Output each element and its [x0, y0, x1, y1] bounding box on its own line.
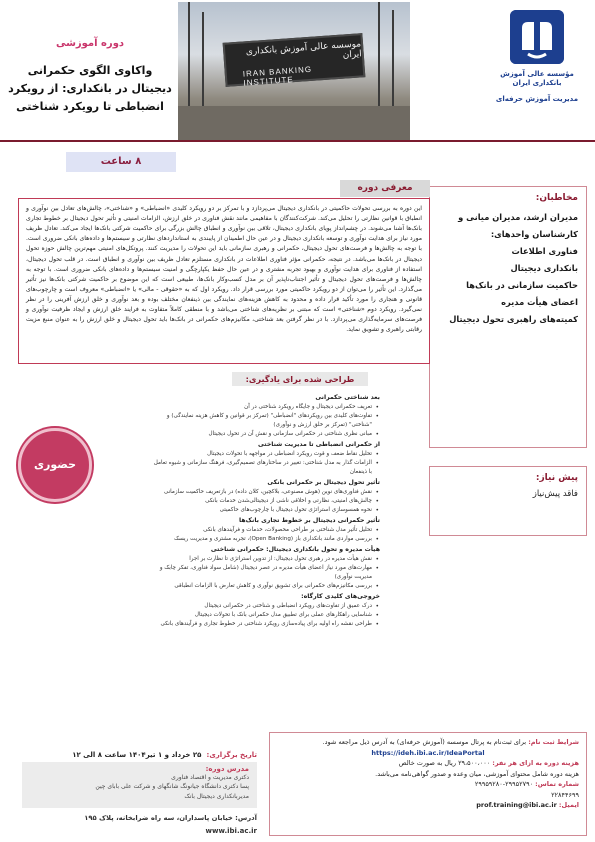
date-value: ۲۵ خرداد و ۱ تیر۱۴۰۴ ساعت ۸ الی ۱۲: [72, 751, 202, 759]
photo-institute-sign: [223, 33, 366, 87]
audience-line: کمیته‌های راهبری تحول دیجیتال: [449, 314, 578, 324]
prerequisite-value: فاقد پیش‌نیاز: [532, 489, 578, 499]
topic-item: • طراحی نقشه راه اولیه برای پیاده‌سازی رویکرد شناختی در خطوط تجاری و فرآیندهای بانکی: [150, 620, 380, 629]
topic-item: • نقش فناوری‌های نوین (هوش مصنوعی، بلاکچین، کلان داده) در بازتعریف حاکمیت سازمانی: [150, 488, 380, 497]
institute-address: آدرس: خیابان پاسداران، سه راه ضرابخانه، پلاک ۱۹۵: [84, 814, 257, 822]
topic-item: • شناسایی راهکارهای عملی برای تطبیق مدل حکمرانی بانک با تحولات دیجیتال: [150, 611, 380, 620]
topic-item: • درک عمیق از تفاوت‌های رویکرد انضباطی و شناختی در حکمرانی دیجیتال: [150, 602, 380, 611]
topic-item: • چالش‌های امنیتی، نظارتی و اخلاقی ناشی از دیجیتالی‌شدن خدمات بانکی: [150, 497, 380, 506]
audience-title: مخاطبان:: [535, 193, 578, 203]
photo-tree: [188, 2, 190, 112]
logo-text-institute: مؤسسه عالی آموزش بانکداری ایران: [500, 70, 574, 88]
prerequisite-box: [429, 466, 587, 536]
topics-title: طراحی شده برای یادگیری:: [232, 372, 368, 386]
registration-conditions: [277, 737, 579, 748]
topic-item: • بررسی مواردی مانند بانکداری باز (Open Banking)، تجربه مشتری و مدیریت ریسک: [150, 535, 380, 544]
teacher-credential: پسا دکتری دانشگاه جیانونگ شانگهای و شرکت علی بابای چین: [95, 783, 249, 791]
email-label: ایمیل:: [558, 801, 579, 810]
topic-item: • نحوه همسوسازی استراتژی تحول دیجیتال با چارچوب‌های حاکمیتی: [150, 506, 380, 515]
audience-line: اعضای هیأت مدیره: [501, 297, 578, 307]
phone-row: [277, 779, 579, 790]
teacher-title: مدرس دوره:: [205, 765, 249, 773]
topic-heading: تأثیر حکمرانی دیجیتال بر خطوط تجاری بانک‌ها: [239, 517, 380, 525]
topic-heading: خروجی‌های کلیدی کارگاه:: [301, 593, 380, 601]
course-type-label: دوره آموزشی: [55, 38, 125, 49]
portal-link-row: [277, 748, 579, 759]
topic-item: • الزامات گذار به مدل شناختی: تغییر در ساختارهای تصمیم‌گیری، فرهنگ سازمانی و شیوه تعامل با ذینفعان: [150, 459, 380, 477]
institute-logo-icon: [510, 10, 564, 64]
audience-line: فناوری اطلاعات: [511, 246, 578, 256]
topic-item: • بررسی مکانیزم‌های حکمرانی برای تشویق نوآوری و کاهش تعارض با الزامات انطباقی: [150, 582, 380, 591]
institute-building-photo: [178, 2, 410, 140]
audience-line: بانکداری دیجیتال: [510, 263, 578, 273]
website-link[interactable]: www.ibi.ac.ir: [205, 827, 257, 835]
fee-label: هزینه دوره به ازای هر نفر:: [492, 759, 579, 768]
audience-box: [429, 186, 587, 448]
course-title: واکاوی الگوی حکمرانی دیجیتال در بانکداری: از رویکرد انضباطی تا رویکرد شناختی: [8, 64, 172, 114]
teacher-box: [22, 762, 257, 808]
topic-heading: هیأت مدیره و تحول بانکداری دیجیتال: حکمرانی شناختی: [210, 546, 380, 554]
fee-value: ۲۹،۵۰۰،۰۰۰ ریال به صورت خالص: [398, 759, 491, 768]
fee-note: هزینه دوره شامل محتوای آموزشی، میان وعده و صدور گواهی‌نامه می‌باشد.: [375, 769, 579, 778]
topic-item: • تحلیل نقاط ضعف و قوت رویکرد انضباطی در مواجهه با تحولات دیجیتال: [150, 450, 380, 459]
course-hours-badge: ۸ ساعت: [66, 152, 176, 172]
email-link[interactable]: prof.training@ibi.ac.ir: [476, 801, 557, 810]
course-date: [22, 742, 257, 759]
topic-item: • مبانی نظری شناختی در حکمرانی سازمانی و نقش آن در تحول دیجیتال: [150, 430, 380, 439]
topic-heading: تأثیر تحول دیجیتال بر حکمرانی بانکی: [267, 479, 380, 487]
topic-item: • نقش هیأت مدیره در رهبری تحول دیجیتال: از تدوین استراتژی تا نظارت بر اجرا: [150, 555, 380, 564]
email-row: [277, 800, 579, 811]
registration-box: [269, 732, 587, 836]
photo-tree: [392, 10, 394, 110]
audience-line: مدیران ارشد، مدیران میانی و: [458, 212, 578, 222]
topic-item: • تعریف حکمرانی دیجیتال و جایگاه رویکرد شناختی در آن: [150, 403, 380, 412]
logo-text-department: مدیریت آموزش حرفه‌ای: [495, 94, 579, 103]
registration-text: برای ثبت‌نام به پرتال موسسه (آموزش حرفه‌ای) به آدرس ذیل مراجعه شود.: [322, 738, 527, 746]
header-divider: [0, 140, 595, 142]
portal-link[interactable]: https://ideh.ibi.ac.ir/IdeaPortal: [371, 748, 485, 757]
topic-item: • تفاوت‌های کلیدی بین رویکردهای "انضباطی" (تمرکز بر قوانین و کاهش هزینه نمایندگی) و "شناختی" (تمرکز بر خلق ارزش و نوآوری): [150, 412, 380, 430]
topic-item: • مهارت‌های مورد نیاز اعضای هیأت مدیره در عصر دیجیتال (شامل سواد فناوری، تفکر چابک و مدیریت نوآوری): [150, 564, 380, 582]
photo-sign-script: موسسه عالی آموزش بانکداری ایران: [245, 39, 363, 61]
topic-heading: از حکمرانی انضباطی تا مدیریت شناختی: [258, 441, 380, 449]
phone-label: شماره تماس:: [535, 780, 579, 789]
photo-tree: [202, 12, 204, 112]
topic-heading: بعد شناختی حکمرانی: [315, 394, 380, 401]
registration-label: شرایط ثبت نام:: [528, 738, 579, 746]
teacher-credential: دکتری مدیریت و اقتصاد فناوری: [171, 774, 249, 781]
topics-list: [150, 392, 380, 732]
photo-sign-latin: IRAN BANKING INSTITUTE: [242, 64, 313, 88]
course-mode-badge: حضوری: [18, 428, 92, 502]
intro-text: این دوره به بررسی تحولات حاکمیتی در بانکداری دیجیتال می‌پردازد و با تمرکز بر دو رویکرد کلیدی «انضباطی» و «شناختی»، چالش‌های تعادل بین نوآوری و انطباق با قوانین نظارتی را تحلیل می‌کند. شرکت‌کنندگان با مفاهیمی مانند نقش فناوری در خلق ارزش، الزامات امنیتی و تأثیر تحول دیجیتال بر خطوط تجاری بانک‌ها آشنا می‌شوند. در چشم‌انداز پویای بانکداری دیجیتال، تلاقی بین نوآوری و انطباق چالش بزرگی برای حاکمیت شرکتی بانک‌ها ایجاد می‌کند. تعادل ظریف مورد نیاز برای هدایت نوآوری و توسعه بانکداری دیجیتال و در عین حال اطمینان از پایبندی به استانداردهای نظارتی و سیستم‌ها و داده‌های بانکی ضروری است. با توجه به چالش‌ها و فرصت‌های تحول دیجیتال، حکمرانی و رهبری سازمانی باید این تحولات را مدیریت کنند. پروتکل‌های امنیتی مهم‌ترین چالش حوزه تحول دیجیتال در بانک‌ها می‌باشد. در نتیجه، حکمرانی مؤثر فناوری اطلاعات در بانکداری مستلزم تعادل ظریف بین نوآوری و انطباق است. در قلب تحول دیجیتال، استفاده از فناوری برای هدایت نوآوری و بهبود تجربه مشتری و در عین حال حفظ یکپارچگی و امنیت سیستم‌ها و داده‌های بانکی ضروری است. با توجه به چالش‌ها و فرصت‌های تحول دیجیتال و تأثیر اجتناب‌ناپذیر آن بر مدل کسب‌وکار بانک‌ها، طبیعی است که این موضوع بر حاکمیت شرکتی بانک‌ها نیز تأثیر می‌گذارد. این تأثیر را می‌توان از دو رویکرد حاکمیتی مورد بررسی قرار داد. رویکرد اول که به «حقوقی - مالی» یا «انضباطی» معروف است و چارچوب‌های قانونی و هنجاری را مورد تأکید قرار داده و محدود به کاهش هزینه‌های نمایندگی بین ذینفعان مختلف بوده و بعد نوآوری و خلق ارزش آفرینی را در نظر نمی‌گیرد. رویکرد دوم «شناختی» است که مبتنی بر نظریه‌های شناختی می‌باشد و با منطقی کاملاً متفاوت به فرایند خلق ارزش و ایجاد ظرفیت نوآوری و فرصت‌های سرمایه‌گذاری می‌پردازد. با در نظر گرفتن بعد شناختی، مکانیزم‌های حکمرانی در بانک‌ها باید تحول دیجیتال و خلق ارزش را به عنوان منبع مزیت رقابتی راهبری و تشویق نماید.: [26, 205, 422, 334]
intro-title: معرفی دوره: [340, 180, 430, 197]
institute-logo-block: [493, 10, 581, 104]
date-label: تاریخ برگزاری:: [206, 751, 257, 759]
fee-row: [277, 758, 579, 769]
audience-line: کارشناسان واحدهای:: [490, 229, 578, 239]
teacher-credential: مدیربانکداری دیجیتال بانک: [184, 792, 249, 800]
intro-box: [18, 198, 430, 364]
photo-ground: [178, 106, 410, 140]
audience-line: حاکمیت سازمانی در بانک‌ها: [466, 280, 578, 290]
topic-item: • تحلیل تأثیر مدل شناختی بر طراحی محصولات، خدمات و فرآیندهای بانکی: [150, 526, 380, 535]
photo-tree: [378, 2, 380, 112]
phone-numbers: ۲۹۹۵۲۷۹۰-۲۹۹۵۹۲۸۰: [474, 780, 534, 789]
prerequisite-title: پیش نیاز:: [535, 473, 578, 483]
phone-secondary: ۲۲۸۴۴۶۹۹: [551, 790, 579, 799]
